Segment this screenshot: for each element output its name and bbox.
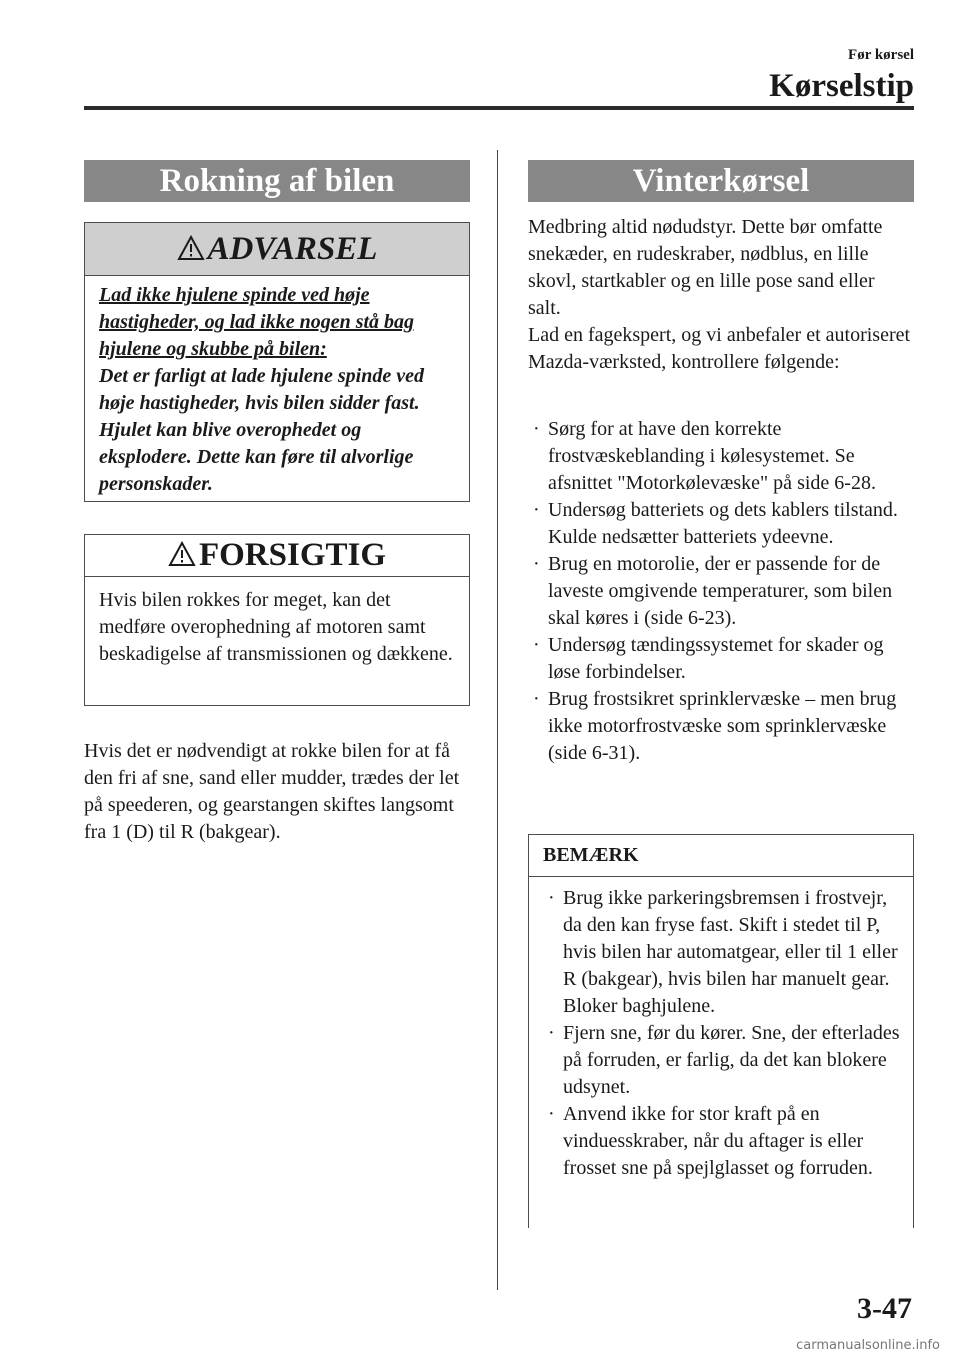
winter-intro-2: Lad en fagekspert, og vi anbefaler et autoriseret Mazda-værksted, kontrollere følgende:	[528, 324, 911, 373]
section-title-winter: Vinterkørsel	[528, 160, 914, 202]
section-label: Før kørsel	[848, 47, 914, 63]
warning-label: ADVARSEL	[207, 231, 378, 267]
list-item: · Brug en motorolie, der er passende for de laveste omgivende temperaturer, som bilen skal køres i (side 6-23).	[533, 553, 893, 629]
list-item: · Fjern sne, før du kører. Sne, der efterlades på forruden, er farlig, da det kan blokere udsynet.	[548, 1022, 900, 1098]
caution-label: FORSIGTIG	[198, 537, 387, 573]
rocking-body-text: Hvis det er nødvendigt at rokke bilen for at få den fri af sne, sand eller mudder, trædes der let på speederen, og gearstangen skiftes langsomt fra 1 (D) til R (bakgear).	[84, 740, 460, 843]
warning-box	[84, 222, 470, 502]
list-item: · Sørg for at have den korrekte frostvæskeblanding i kølesystemet. Se afsnittet "Motorkølevæske" på side 6-28.	[533, 418, 876, 494]
caution-header	[85, 535, 469, 577]
page-header	[769, 46, 914, 106]
warning-body	[85, 276, 469, 498]
warning-triangle-icon	[177, 225, 205, 277]
warning-triangle-icon	[168, 537, 196, 578]
list-item: · Undersøg tændingssystemet for skader og løse forbindelser.	[533, 634, 884, 683]
warning-underlined-text: Lad ikke hjulene spinde ved høje hastigheder, og lad ikke nogen stå bag hjulene og skubbe på bilen:	[99, 284, 415, 360]
note-box	[528, 834, 914, 1228]
section-title-rocking: Rokning af bilen	[84, 160, 470, 202]
chapter-title: Kørselstip	[769, 68, 914, 104]
caution-box	[84, 534, 470, 706]
list-item: · Brug frostsikret sprinklervæske – men brug ikke motorfrostvæske som sprinklervæske (side 6-31).	[533, 688, 897, 764]
caution-text: Hvis bilen rokkes for meget, kan det medføre overophedning af motoren samt beskadigelse af transmissionen og dækkene.	[99, 589, 453, 665]
watermark: carmanualsonline.info	[796, 1338, 940, 1353]
warning-header	[85, 223, 469, 276]
note-label: BEMÆRK	[529, 835, 913, 877]
list-item: · Undersøg batteriets og dets kablers tilstand. Kulde nedsætter batteriets ydeevne.	[533, 499, 898, 548]
list-item: · Brug ikke parkeringsbremsen i frostvejr, da den kan fryse fast. Skift i stedet til P, hvis bilen har automatgear, eller til 1 eller R (bakgear), hvis bilen har manuelt gear. Bloker baghjulene.	[548, 887, 898, 1017]
note-list	[543, 885, 903, 1182]
list-item: · Anvend ikke for stor kraft på en vinduesskraber, når du aftager is eller frosset sne på spejlglasset og forruden.	[548, 1103, 873, 1179]
warning-text: Det er farligt at lade hjulene spinde ved høje hastigheder, hvis bilen sidder fast. Hjulet kan blive overophedet og eksplodere. Dette kan føre til alvorlige personskader.	[99, 365, 424, 495]
column-divider	[497, 150, 498, 1290]
winter-intro-1: Medbring altid nødudstyr. Dette bør omfatte snekæder, en rudeskraber, nødblus, en lille skovl, startkabler og en lille pose sand eller salt.	[528, 216, 883, 319]
page-number: 3-47	[857, 1292, 912, 1325]
header-rule	[84, 106, 914, 110]
winter-checklist	[528, 416, 914, 767]
